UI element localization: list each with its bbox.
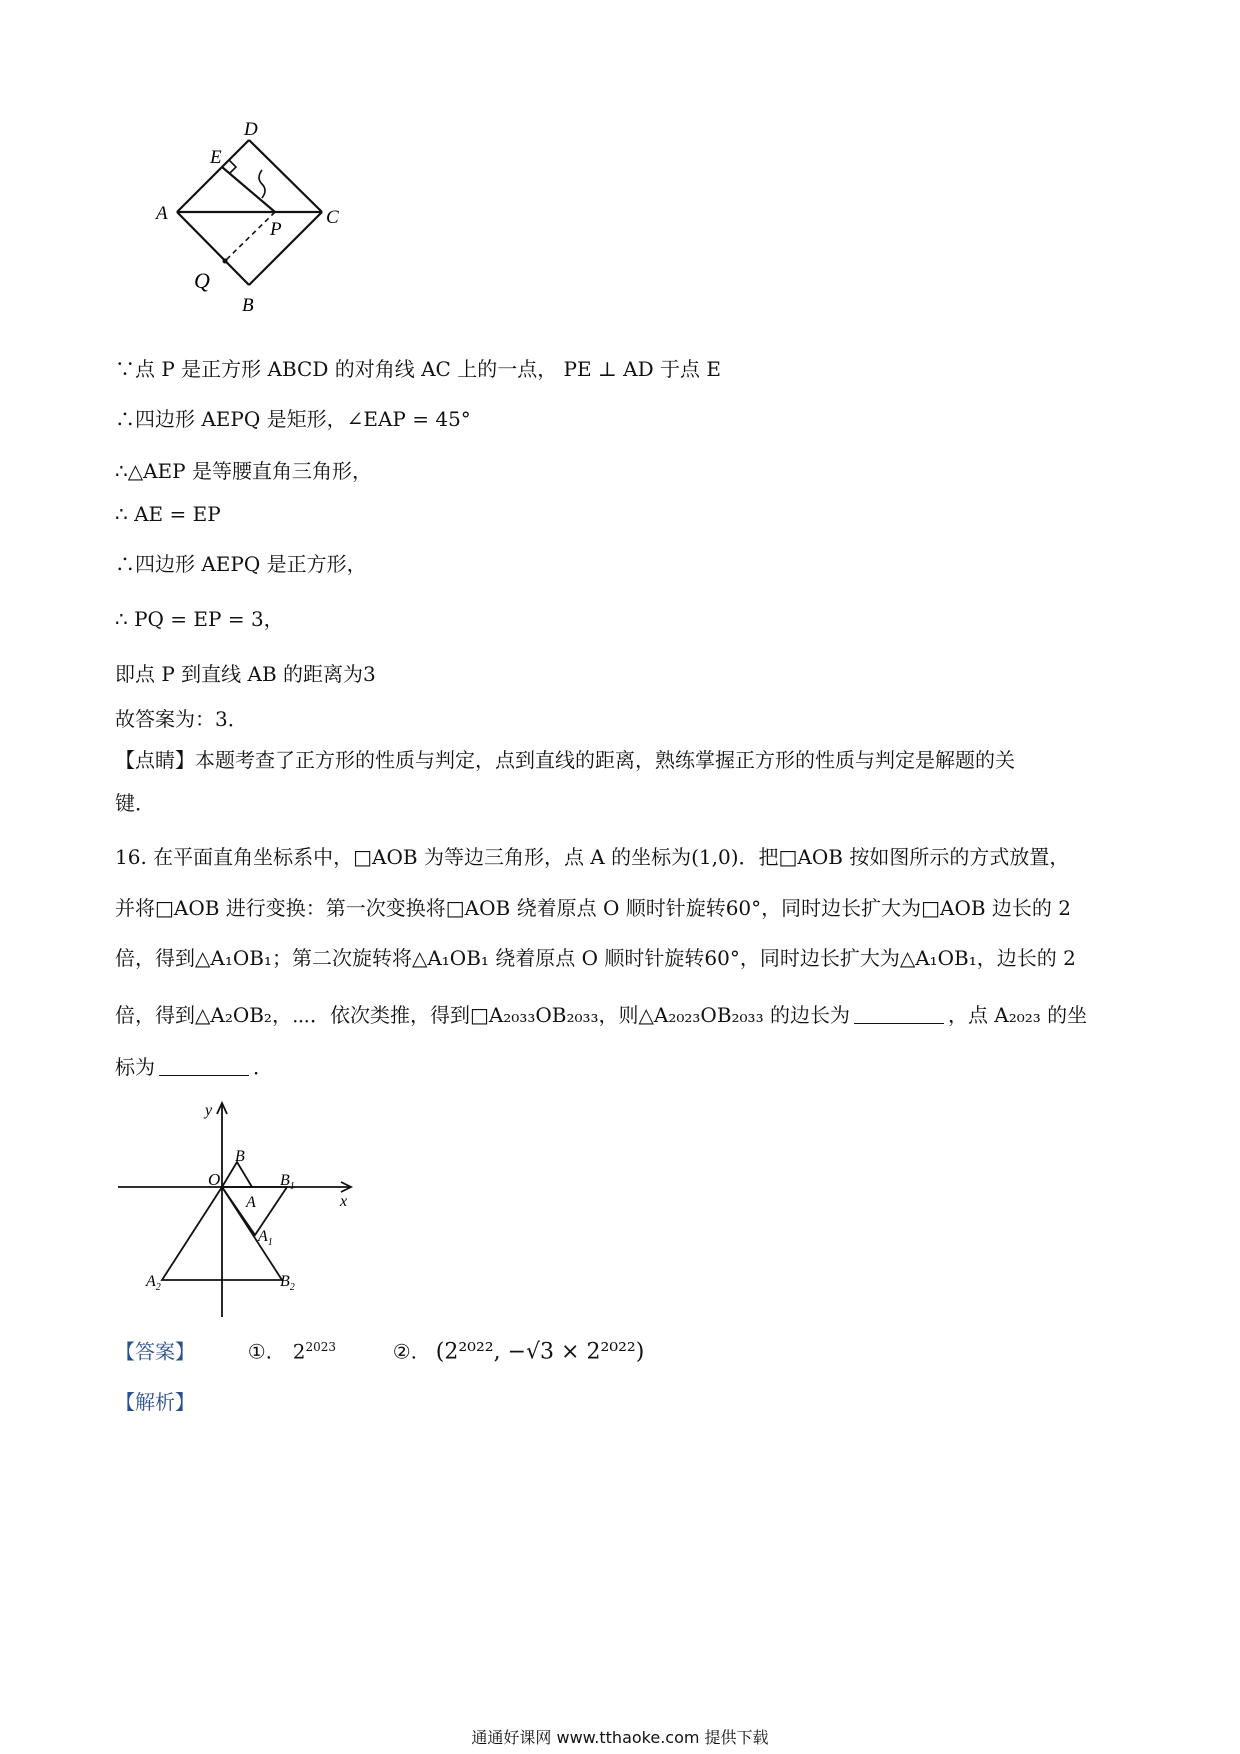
page-footer: 通通好课网 www.tthaoke.com 提供下载 xyxy=(471,1728,769,1747)
solution-line-8: 故答案为：3． xyxy=(115,707,248,731)
answer-part2-value: (2²⁰²², −√3 × 2²⁰²²) xyxy=(435,1339,645,1365)
label-B2: $B_2$ xyxy=(280,1273,295,1293)
answer-part1-exponent: 2023 xyxy=(305,1340,337,1354)
solution-line-4: ∴ AE = EP xyxy=(115,502,221,526)
label-A2: $A_2$ xyxy=(146,1273,161,1293)
answer-part1-base: 2 xyxy=(292,1339,306,1364)
label-B: B xyxy=(235,1148,245,1165)
question16-line-4-text: 倍，得到△A₂OB₂，⋯．依次类推，得到□A₂₀₃₃OB₂₀₃₃，则△A₂₀₂₃OB₂₀₃₃ 的边长为 xyxy=(115,1003,850,1027)
answer-blank-2 xyxy=(159,1057,249,1076)
label-E: E xyxy=(210,147,222,168)
label-B: B xyxy=(242,295,254,316)
dashed-PQ xyxy=(225,212,275,261)
question16-line-3: 倍，得到△A₁OB₁；第二次旋转将△A₁OB₁ 绕着原点 O 顺时针旋转60°，同时边长扩大为△A₁OB₁，边长的 2 xyxy=(115,946,1076,970)
triangle-AOB xyxy=(222,1162,252,1187)
solution-line-1: ∵点 P 是正方形 ABCD 的对角线 AC 上的一点， PE ⊥ AD 于点 E xyxy=(115,357,721,381)
answer-blank-1 xyxy=(854,1005,944,1024)
label-y: y xyxy=(205,1102,213,1119)
segment-CB xyxy=(249,212,322,285)
rotation-figure xyxy=(110,1095,370,1320)
solution-line-5: ∴四边形 AEPQ 是正方形， xyxy=(115,552,367,576)
label-x: x xyxy=(340,1193,348,1210)
right-angle-mark xyxy=(229,160,236,174)
label-A: A xyxy=(156,203,168,224)
solution-line-3: ∴△AEP 是等腰直角三角形， xyxy=(115,459,372,483)
square-figure xyxy=(150,115,390,360)
label-C: C xyxy=(326,207,339,228)
solution-line-2: ∴四边形 AEPQ 是矩形，∠EAP = 45° xyxy=(115,407,471,431)
question16-line-5-end: ． xyxy=(253,1055,273,1079)
solution-line-6: ∴ PQ = EP = 3， xyxy=(115,607,284,631)
question16-line-2: 并将□AOB 进行变换：第一次变换将□AOB 绕着原点 O 顺时针旋转60°，同时边长扩大为□AOB 边长的 2 xyxy=(115,896,1072,920)
label-B1: $B_1$ xyxy=(280,1172,295,1192)
note-line-2: 键． xyxy=(115,791,155,815)
answer-line xyxy=(115,1333,644,1367)
answer-tag: 【答案】 xyxy=(115,1339,195,1364)
note-text: 本题考查了正方形的性质与判定，点到直线的距离，熟练掌握正方形的性质与判定是解题的关 xyxy=(195,748,1015,772)
point-Q xyxy=(223,259,228,264)
analysis-tag: 【解析】 xyxy=(115,1390,195,1414)
label-Q: Q xyxy=(194,268,210,293)
question16-line-4 xyxy=(115,1001,1087,1029)
label-A1: $A_1$ xyxy=(258,1228,273,1248)
note-tag: 【点睛】 xyxy=(115,748,195,772)
question16-line-5-text: 标为 xyxy=(115,1055,155,1079)
label-P: P xyxy=(270,219,282,240)
segment-BA xyxy=(177,212,249,285)
note-paragraph xyxy=(115,746,1015,774)
solution-line-7: 即点 P 到直线 AB 的距离为3 xyxy=(115,662,376,686)
label-D: D xyxy=(244,119,258,140)
question16-line-5 xyxy=(115,1053,273,1081)
question16-line-4-tail: ，点 A₂₀₂₃ 的坐 xyxy=(947,1003,1088,1027)
squiggle-mark xyxy=(259,170,265,198)
question16-line-1: 16. 在平面直角坐标系中，□AOB 为等边三角形，点 A 的坐标为(1,0)．把□AOB 按如图所示的方式放置， xyxy=(115,845,1070,869)
answer-part1-label: ①. xyxy=(247,1339,273,1364)
label-O: O xyxy=(208,1170,221,1189)
answer-part2-label: ②. xyxy=(392,1339,418,1364)
label-A: A xyxy=(246,1194,256,1211)
